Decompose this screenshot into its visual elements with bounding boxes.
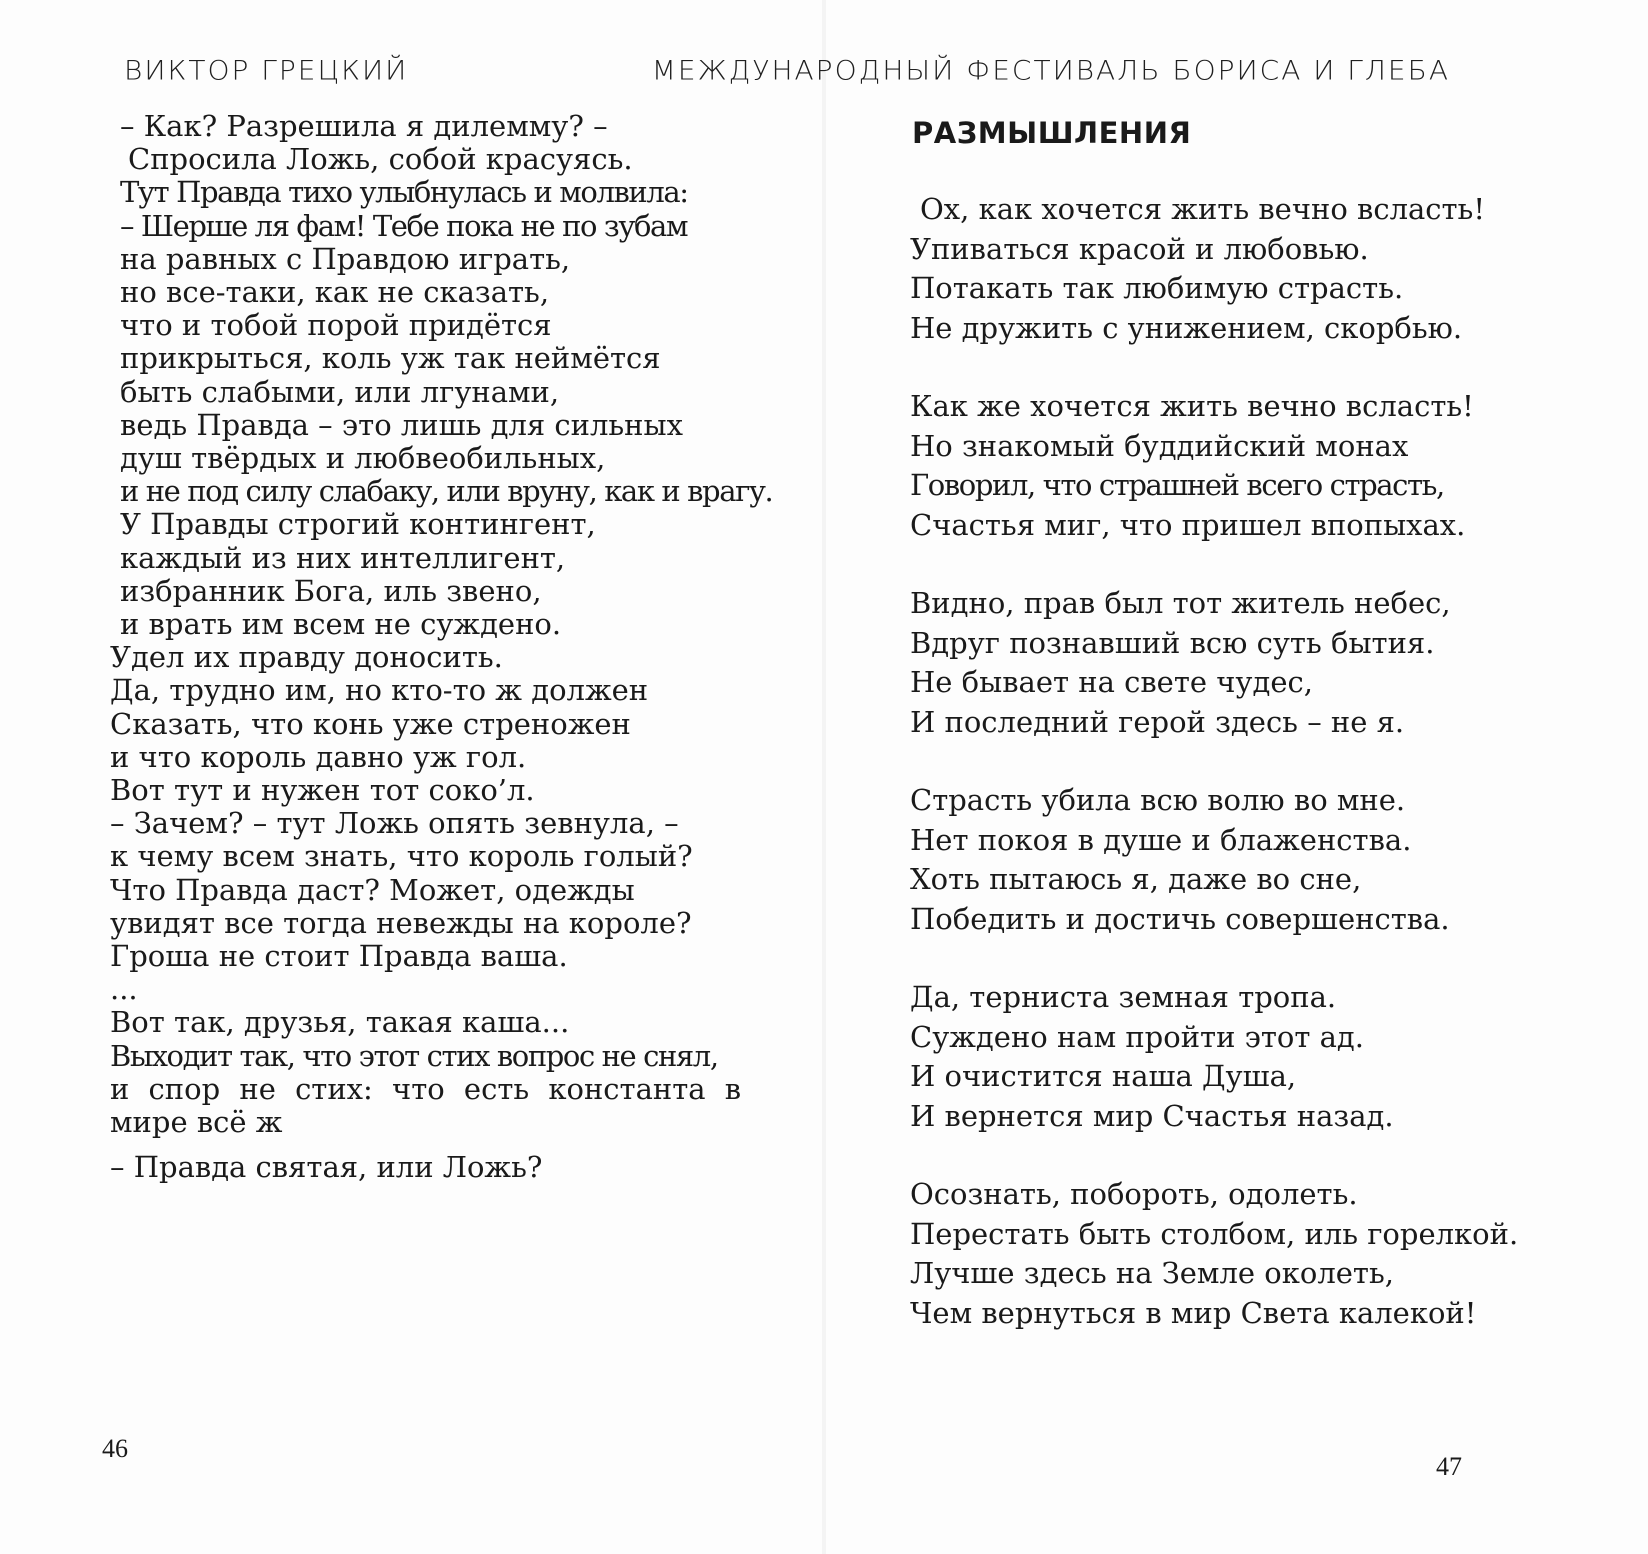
verse-line: Упиваться красой и любовью. xyxy=(910,231,1369,266)
verse-line: Сказать, что конь уже стреножен xyxy=(110,706,631,741)
poem-verse xyxy=(110,110,772,1185)
verse-line: Да, терниста земная тропа. xyxy=(910,980,1337,1014)
verse-line: Удел их правду доносить. xyxy=(110,640,503,675)
stanza xyxy=(910,781,1518,939)
stanza xyxy=(910,584,1518,742)
verse-line: Суждено нам пройти этот ад. xyxy=(910,1019,1364,1054)
page-number: 47 xyxy=(1436,1452,1462,1481)
verse-line: Выходит так, что этот стих вопрос не снял, xyxy=(110,1038,718,1073)
verse-line: Счастья миг, что пришел впопыхах. xyxy=(910,507,1466,542)
verse-line: и спор не стих: что есть константа в xyxy=(110,1071,742,1106)
verse-line: Хоть пытаюсь я, даже во сне, xyxy=(910,862,1362,896)
verse-line: Тут Правда тихо улыбнулась и молвила: xyxy=(120,175,688,210)
verse-line: к чему всем знать, что король голый? xyxy=(110,839,693,874)
verse-line: – Шерше ля фам! Тебе пока не по зубам xyxy=(120,208,688,243)
verse-line: увидят все тогда невежды на короле? xyxy=(110,905,692,940)
verse-line: избранник Бога, иль звено, xyxy=(120,573,542,608)
verse-line: И вернется мир Счастья назад. xyxy=(910,1098,1394,1133)
running-head-author: ВИКТОР ГРЕЦКИЙ xyxy=(124,54,409,87)
verse-line: Страсть убила всю волю во мне. xyxy=(910,783,1406,817)
verse-line: – Как? Разрешила я дилемму? – xyxy=(120,109,608,143)
stanza xyxy=(910,978,1518,1136)
verse-ellipsis: ... xyxy=(110,972,138,1007)
verse-line: на равных с Правдою играть, xyxy=(120,241,571,276)
verse-line: Нет покоя в душе и блаженства. xyxy=(910,822,1412,857)
stanza xyxy=(910,190,1518,348)
verse-line: Чем вернуться в мир Света калекой! xyxy=(910,1295,1477,1330)
verse-line: Говорил, что страшней всего страсть, xyxy=(910,468,1444,502)
verse-line: но все-таки, как не сказать, xyxy=(120,275,550,310)
verse-line: Как же хочется жить вечно всласть! xyxy=(910,389,1474,423)
verse-line: Гроша не стоит Правда ваша. xyxy=(110,939,568,974)
verse-line: и врать им всем не суждено. xyxy=(120,607,562,642)
verse-line: Перестать быть столбом, иль горелкой. xyxy=(910,1216,1519,1251)
verse-line: – Правда святая, или Ложь? xyxy=(110,1150,543,1185)
verse-line: душ твёрдых и любвеобильных, xyxy=(120,441,606,476)
verse-line: Осознать, побороть, одолеть. xyxy=(910,1177,1358,1211)
verse-line: Не бывает на свете чудес, xyxy=(910,665,1313,699)
poem-title: РАЗМЫШЛЕНИЯ xyxy=(912,116,1192,150)
verse-line: Видно, прав был тот житель небес, xyxy=(910,586,1451,620)
verse-line: и не под силу слабаку, или вруну, как и врагу. xyxy=(120,474,773,509)
verse-line: Ох, как хочется жить вечно всласть! xyxy=(920,192,1486,226)
page-number: 46 xyxy=(102,1434,128,1463)
verse-line: каждый из них интеллигент, xyxy=(120,540,566,575)
verse-line: И последний герой здесь – не я. xyxy=(910,704,1405,739)
verse-line: Вдруг познавший всю суть бытия. xyxy=(910,625,1435,660)
verse-line: Победить и достичь совершенства. xyxy=(910,901,1450,936)
verse-line: Но знакомый буддийский монах xyxy=(910,428,1409,463)
poem-stanzas xyxy=(910,190,1518,1372)
verse-line: Потакать так любимую страсть. xyxy=(910,271,1404,305)
verse-line: – Зачем? – тут Ложь опять зевнула, – xyxy=(110,806,679,841)
verse-line: Не дружить с унижением, скорбью. xyxy=(910,310,1463,345)
right-page xyxy=(651,0,1648,1554)
verse-line: ведь Правда – это лишь для сильных xyxy=(120,407,683,442)
stanza xyxy=(910,1175,1518,1333)
verse-line: У Правды строгий контингент, xyxy=(120,507,596,542)
verse-line: прикрыться, коль уж так неймётся xyxy=(120,341,661,376)
verse-line: И очистится наша Душа, xyxy=(910,1059,1297,1093)
verse-line: Вот так, друзья, такая каша... xyxy=(110,1005,570,1040)
running-head-festival: МЕЖДУНАРОДНЫЙ ФЕСТИВАЛЬ БОРИСА И ГЛЕБА xyxy=(651,54,1450,87)
verse-line: Лучше здесь на Земле околеть, xyxy=(910,1256,1394,1290)
verse-line: Вот тут и нужен тот соко’л. xyxy=(110,773,535,808)
verse-line: быть слабыми, или лгунами, xyxy=(120,374,560,409)
verse-line: мире всё ж xyxy=(110,1105,283,1140)
verse-line: что и тобой порой придётся xyxy=(120,308,552,343)
verse-line: Что Правда даст? Может, одежды xyxy=(110,872,635,907)
stanza xyxy=(910,387,1518,545)
verse-line: и что король давно уж гол. xyxy=(110,739,527,774)
verse-line: Да, трудно им, но кто-то ж должен xyxy=(110,673,649,708)
verse-line: Спросила Ложь, собой красуясь. xyxy=(128,142,633,177)
